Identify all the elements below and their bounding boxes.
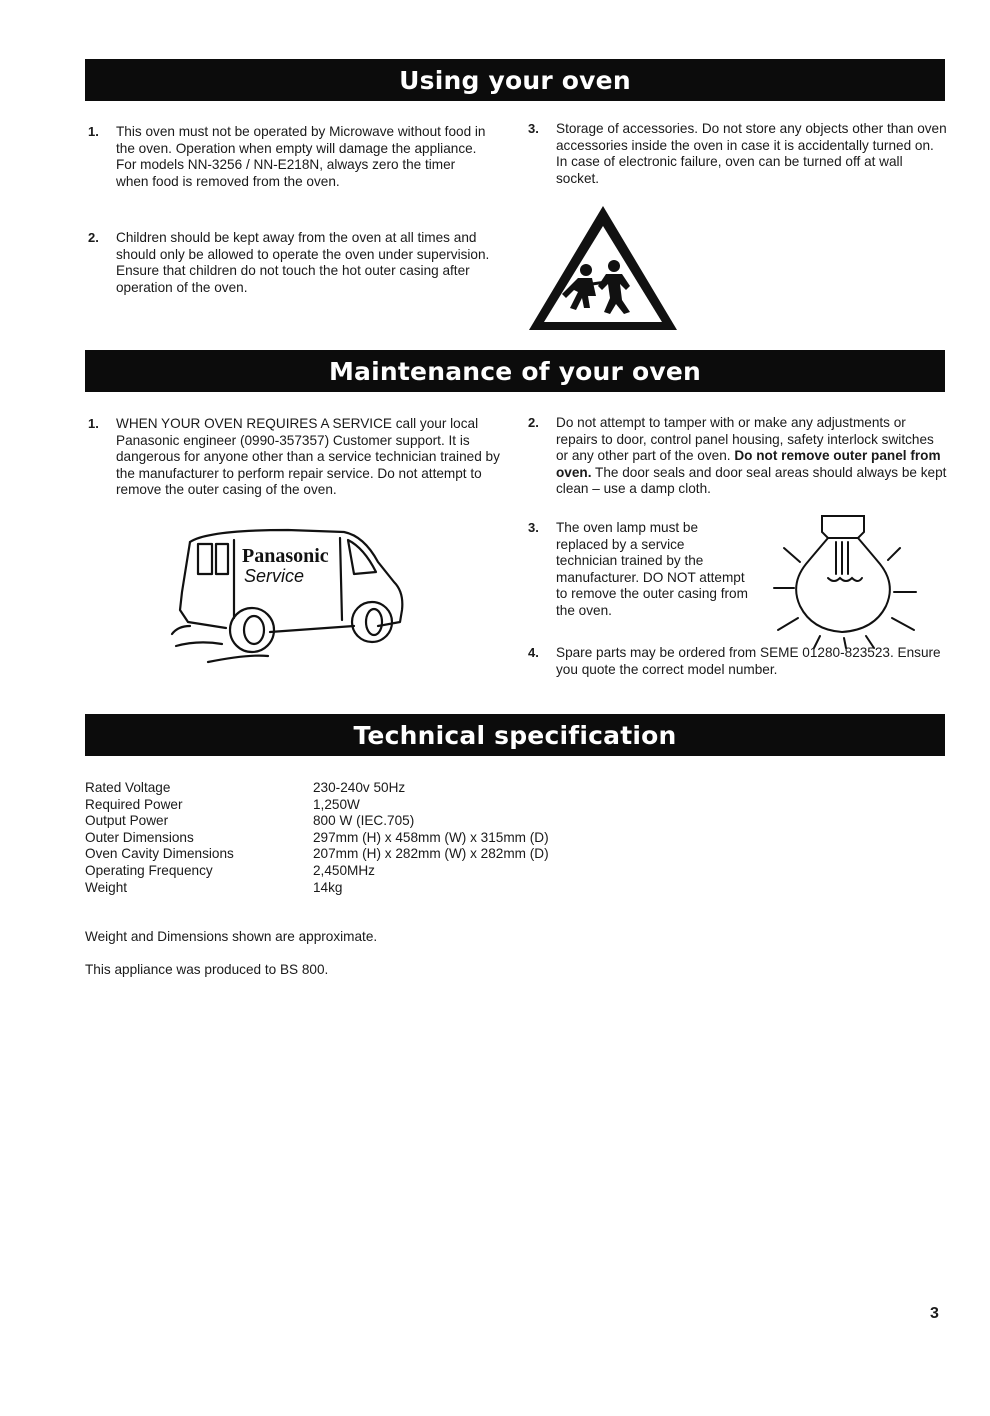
- item-number: 3.: [528, 520, 539, 535]
- spec-value: 14kg: [313, 879, 343, 895]
- spec-row: [85, 846, 549, 863]
- spec-row: [85, 830, 549, 847]
- item-number: 3.: [528, 121, 539, 136]
- spec-label: Weight: [85, 879, 128, 895]
- spec-table: [85, 780, 549, 896]
- van-brand-text: Panasonic: [242, 545, 329, 567]
- section-title: Technical specification: [353, 720, 677, 750]
- item-text-b: The door seals and door seal areas should always be kept clean – use a damp cloth.: [556, 464, 947, 497]
- spec-label: Operating Frequency: [85, 862, 213, 878]
- item-text: Children should be kept away from the oven at all times and should only be allowed to operate the oven under supervision. Ensure that children do not touch the hot outer casing after operation of the oven.: [116, 230, 490, 295]
- item-text: The oven lamp must be replaced by a service technician trained by the manufacturer. DO NOT attempt to remove the outer casing from the oven.: [556, 520, 748, 618]
- spec-row: [85, 813, 549, 830]
- maintenance-item-2: [528, 415, 948, 498]
- item-text-bold: Do not remove outer panel from oven.: [556, 448, 941, 480]
- spec-value: 2,450MHz: [313, 862, 375, 878]
- item-number: 2.: [528, 415, 539, 430]
- spec-label: Oven Cavity Dimensions: [85, 846, 234, 862]
- using-item-2: [88, 230, 508, 296]
- spec-value: 1,250W: [313, 796, 360, 812]
- light-bulb-icon: [770, 508, 920, 650]
- children-warning-icon: [526, 204, 680, 332]
- item-number: 4.: [528, 645, 539, 660]
- section-heading-technical: [85, 714, 945, 756]
- section-heading-using: [85, 59, 945, 101]
- section-heading-maintenance: [85, 350, 945, 392]
- item-number: 1.: [88, 416, 99, 431]
- standard-note: This appliance was produced to BS 800.: [85, 962, 329, 977]
- spec-row: [85, 880, 549, 897]
- spec-label: Output Power: [85, 813, 169, 829]
- item-text-a: Do not attempt to tamper with or make any adjustments or repairs to door, control panel housing, safety interlock switches or any other part of the oven.: [556, 415, 934, 464]
- service-van-illustration: [168, 522, 430, 668]
- spec-value: 800 W (IEC.705): [313, 813, 415, 829]
- spec-row: [85, 797, 549, 814]
- maintenance-item-4: [528, 645, 948, 678]
- weight-dimensions-note: Weight and Dimensions shown are approximate.: [85, 929, 378, 944]
- item-text: Spare parts may be ordered from SEME 01280-823523. Ensure you quote the correct model number.: [556, 645, 941, 677]
- item-number: 2.: [88, 230, 99, 245]
- section-title: Maintenance of your oven: [328, 356, 702, 386]
- item-text: This oven must not be operated by Microwave without food in the oven. Operation when empty will damage the appliance. For models NN-3256 / NN-E218N, always zero the timer when food is removed from the oven.: [116, 124, 486, 189]
- item-text: WHEN YOUR OVEN REQUIRES A SERVICE call your local Panasonic engineer (0990-357357) Customer support. It is dangerous for anyone other than a service technician trained by the manufacturer to perform repair service. Do not attempt to remove the outer casing of the oven.: [116, 416, 500, 498]
- spec-value: 297mm (H) x 458mm (W) x 315mm (D): [313, 829, 549, 845]
- item-text: Storage of accessories. Do not store any objects other than oven accessories inside the oven in case it is accidentally turned on. In case of electronic failure, oven can be turned off at wall socket.: [556, 121, 947, 186]
- section-title: Using your oven: [399, 65, 631, 95]
- spec-value: 230-240v 50Hz: [313, 780, 406, 795]
- spec-row: [85, 780, 549, 797]
- using-item-3: [528, 121, 948, 187]
- spec-label: Outer Dimensions: [85, 829, 194, 845]
- using-item-1: [88, 124, 488, 190]
- maintenance-item-1: [88, 416, 508, 499]
- item-text: [556, 415, 948, 498]
- spec-row: [85, 863, 549, 880]
- page-number: 3: [930, 1305, 939, 1322]
- spec-label: Rated Voltage: [85, 780, 171, 795]
- spec-label: Required Power: [85, 796, 183, 812]
- maintenance-item-3: [528, 520, 748, 620]
- item-number: 1.: [88, 124, 99, 139]
- van-service-text: Service: [244, 566, 305, 586]
- spec-value: 207mm (H) x 282mm (W) x 282mm (D): [313, 846, 549, 862]
